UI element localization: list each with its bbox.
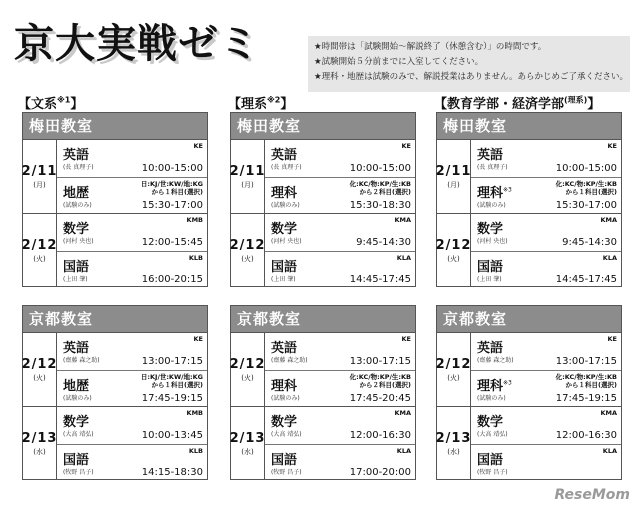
course-code: KLA [396, 254, 411, 262]
note-line: ★試験開始５分前までに入室してください。 [314, 57, 484, 67]
classroom-title: 梅田教室 [23, 113, 207, 139]
teacher-name: (試験のみ) [63, 395, 92, 402]
schedule-day [231, 332, 415, 406]
subject-row [265, 370, 415, 407]
subject-name: 数学 [271, 222, 298, 237]
subject-name: 国語 [477, 453, 504, 468]
teacher-name: (齋藤 森之助) [271, 357, 308, 364]
classroom-schedule-section [436, 112, 622, 287]
teacher-name: (齋藤 森之助) [63, 357, 100, 364]
subject-name: 理科 [477, 186, 504, 201]
subject-row [471, 214, 621, 251]
schedule-day [231, 139, 415, 213]
time-range: 16:00-20:15 [141, 274, 203, 285]
teacher-name: (牧野 昌子) [63, 469, 94, 476]
time-range: 12:00-15:45 [141, 237, 203, 248]
page-title [14, 8, 304, 72]
subject-name: 理科 [271, 186, 298, 201]
time-range: 10:00-15:00 [141, 163, 203, 174]
subject-name: 理科 [477, 379, 504, 394]
time-range: 12:00-16:30 [555, 430, 617, 441]
subject-cell [271, 411, 297, 430]
teacher-name: (河村 央也) [477, 238, 508, 245]
course-code: 化:KC/物:KP/生:KB から１科目(選択) [555, 373, 617, 389]
subject-name: 英語 [271, 148, 298, 163]
subject-cell [271, 218, 297, 237]
teacher-name: (大高 靖弘) [63, 431, 94, 438]
course-code: KMB [186, 409, 203, 417]
subject-row [265, 333, 415, 370]
subject-name: 数学 [63, 222, 90, 237]
subject-row [57, 370, 207, 407]
teacher-name: (上田 肇) [477, 276, 502, 283]
subject-cell [477, 182, 512, 201]
column-heading-label: 【理系 [228, 97, 268, 112]
column-heading-note: ※2 [267, 95, 281, 105]
weekday-label: (月) [447, 180, 460, 189]
column-heading-bracket: 】 [70, 97, 84, 112]
subject-row [57, 140, 207, 177]
subject-cell [63, 218, 89, 237]
subject-name: 英語 [63, 341, 90, 356]
weekday-label: (火) [33, 254, 46, 263]
subject-row [471, 407, 621, 444]
course-code: KLB [188, 447, 203, 455]
teacher-name: (河村 央也) [271, 238, 302, 245]
subject-cell [63, 182, 89, 201]
subject-name: 数学 [477, 415, 504, 430]
course-code: 化:KC/物:KP/生:KB から２科目(選択) [349, 373, 411, 389]
classroom-schedule-section [22, 112, 208, 287]
subject-cell [477, 375, 512, 394]
subject-cell [63, 411, 89, 430]
course-code: KE [401, 142, 411, 150]
subject-row [471, 251, 621, 288]
time-range: 17:45-20:45 [349, 393, 411, 404]
subject-row [471, 370, 621, 407]
subject-cell [477, 449, 503, 468]
date-label: 2/12 [229, 237, 266, 253]
time-range: 10:00-15:00 [555, 163, 617, 174]
subject-name: 地歴 [63, 379, 90, 394]
page-title-text: 京大実戦ゼミ [14, 20, 260, 67]
weekday-label: (水) [33, 447, 46, 456]
column-heading-note: (理系) [564, 95, 588, 105]
subject-cell [63, 337, 89, 356]
column-heading-label: 【文系 [18, 97, 58, 112]
date-label: 2/13 [435, 430, 472, 446]
time-range: 17:00-20:00 [349, 467, 411, 478]
schedule-day [23, 332, 207, 406]
date-cell [231, 214, 265, 287]
column-heading-note: ※1 [57, 95, 71, 105]
date-cell [231, 140, 265, 213]
subject-name: 国語 [477, 260, 504, 275]
resemom-watermark: ReseMom [554, 487, 630, 503]
weekday-label: (火) [241, 373, 254, 382]
course-code: KLA [602, 254, 617, 262]
date-cell [231, 407, 265, 480]
date-label: 2/11 [21, 163, 58, 179]
column-heading-label: 【教育学部・経済学部 [434, 97, 565, 112]
subject-name: 理科 [271, 379, 298, 394]
subject-cell [271, 144, 297, 163]
weekday-label: (火) [447, 373, 460, 382]
subject-row [57, 407, 207, 444]
date-cell [437, 333, 471, 406]
schedule-day [437, 213, 621, 287]
teacher-name: (齋藤 森之助) [477, 357, 514, 364]
column-heading-bracket: 】 [280, 97, 294, 112]
weekday-label: (火) [447, 254, 460, 263]
teacher-name: (牧野 昌子) [271, 469, 302, 476]
weekday-label: (月) [33, 180, 46, 189]
course-code: KE [193, 335, 203, 343]
note-line: ★時間帯は「試験開始～解説終了（休憩含む）」の時間です。 [314, 42, 547, 52]
subject-cell [63, 375, 89, 394]
classroom-schedule-section [230, 305, 416, 480]
teacher-name: (長 真理子) [477, 164, 508, 171]
column-heading-rikei [228, 93, 293, 112]
weekday-label: (火) [33, 373, 46, 382]
schedule-day [23, 139, 207, 213]
notes-box [308, 36, 630, 92]
time-range: 14:45-17:45 [349, 274, 411, 285]
subject-cell [271, 182, 297, 201]
subject-cell [271, 375, 297, 394]
teacher-name: (大高 靖弘) [477, 431, 508, 438]
subject-cell [63, 449, 89, 468]
subject-row [471, 177, 621, 214]
subject-cell [477, 256, 503, 275]
schedule-day [437, 139, 621, 213]
time-range: 14:15-18:30 [141, 467, 203, 478]
time-range: 9:45-14:30 [356, 237, 411, 248]
subject-name: 国語 [271, 453, 298, 468]
subject-row [57, 444, 207, 481]
subject-row [265, 444, 415, 481]
teacher-name: (試験のみ) [477, 395, 506, 402]
schedule-day [23, 213, 207, 287]
date-label: 2/12 [21, 237, 58, 253]
subject-row [265, 214, 415, 251]
subject-row [471, 444, 621, 481]
subject-row [471, 140, 621, 177]
course-code: KMA [600, 409, 617, 417]
date-cell [23, 214, 57, 287]
column-heading-bracket: 】 [587, 97, 601, 112]
weekday-label: (水) [241, 447, 254, 456]
course-code: 化:KC/物:KP/生:KB から１科目(選択) [555, 180, 617, 196]
schedule-day [437, 332, 621, 406]
time-range: 12:00-16:30 [349, 430, 411, 441]
subject-row [265, 140, 415, 177]
teacher-name: (試験のみ) [477, 202, 506, 209]
teacher-name: (長 真理子) [271, 164, 302, 171]
date-cell [437, 214, 471, 287]
date-label: 2/11 [229, 163, 266, 179]
subject-name: 国語 [63, 260, 90, 275]
date-label: 2/12 [21, 356, 58, 372]
teacher-name: (長 真理子) [63, 164, 94, 171]
subject-row [265, 407, 415, 444]
time-range: 17:45-19:15 [555, 393, 617, 404]
classroom-title: 京都教室 [231, 306, 415, 332]
date-label: 2/12 [435, 356, 472, 372]
course-code: KE [607, 142, 617, 150]
subject-name: 英語 [271, 341, 298, 356]
time-range: 17:45-19:15 [141, 393, 203, 404]
classroom-schedule-section [22, 305, 208, 480]
course-code: KLA [602, 447, 617, 455]
subject-row [57, 214, 207, 251]
course-code: KMB [186, 216, 203, 224]
subject-cell [477, 218, 503, 237]
date-label: 2/13 [229, 430, 266, 446]
weekday-label: (水) [447, 447, 460, 456]
course-code: KLB [188, 254, 203, 262]
subject-cell [477, 144, 503, 163]
time-range: 13:00-17:15 [349, 356, 411, 367]
time-range: 13:00-17:15 [555, 356, 617, 367]
course-code: KE [607, 335, 617, 343]
teacher-name: (大高 靖弘) [271, 431, 302, 438]
course-code: 日:KJ/世:KW/地:KG から１科目(選択) [140, 180, 203, 196]
weekday-label: (月) [241, 180, 254, 189]
course-code: KMA [394, 216, 411, 224]
subject-note: ※3 [503, 379, 512, 387]
subject-cell [63, 256, 89, 275]
classroom-schedule-section [230, 112, 416, 287]
time-range: 13:00-17:15 [141, 356, 203, 367]
course-code: KMA [600, 216, 617, 224]
course-code: 化:KC/物:KP/生:KB から２科目(選択) [349, 180, 411, 196]
date-cell [437, 407, 471, 480]
classroom-title: 京都教室 [23, 306, 207, 332]
subject-row [265, 251, 415, 288]
note-line: ★理科・地歴は試験のみで、解説授業はありません。あらかじめご了承ください。 [314, 72, 628, 82]
time-range: 14:45-17:45 [555, 274, 617, 285]
subject-name: 地歴 [63, 186, 90, 201]
subject-cell [271, 256, 297, 275]
subject-cell [271, 449, 297, 468]
classroom-schedule-section [436, 305, 622, 480]
subject-cell [63, 144, 89, 163]
teacher-name: (試験のみ) [63, 202, 92, 209]
date-cell [23, 140, 57, 213]
subject-row [57, 177, 207, 214]
subject-cell [477, 411, 503, 430]
subject-row [265, 177, 415, 214]
schedule-day [23, 406, 207, 480]
subject-row [57, 251, 207, 288]
schedule-day [437, 406, 621, 480]
weekday-label: (火) [241, 254, 254, 263]
teacher-name: (河村 央也) [63, 238, 94, 245]
subject-name: 数学 [271, 415, 298, 430]
subject-name: 数学 [63, 415, 90, 430]
date-cell [23, 407, 57, 480]
teacher-name: (牧野 昌子) [477, 469, 508, 476]
subject-cell [271, 337, 297, 356]
teacher-name: (上田 肇) [63, 276, 88, 283]
subject-name: 英語 [63, 148, 90, 163]
subject-row [471, 333, 621, 370]
teacher-name: (試験のみ) [271, 202, 300, 209]
date-label: 2/11 [435, 163, 472, 179]
schedule-day [231, 406, 415, 480]
subject-name: 英語 [477, 341, 504, 356]
course-code: KE [401, 335, 411, 343]
date-cell [231, 333, 265, 406]
date-label: 2/12 [229, 356, 266, 372]
column-heading-education-economics [434, 93, 600, 112]
time-range: 15:30-18:30 [349, 200, 411, 211]
subject-name: 国語 [63, 453, 90, 468]
subject-row [57, 333, 207, 370]
classroom-title: 梅田教室 [231, 113, 415, 139]
date-cell [23, 333, 57, 406]
date-label: 2/13 [21, 430, 58, 446]
time-range: 9:45-14:30 [562, 237, 617, 248]
time-range: 15:30-17:00 [555, 200, 617, 211]
classroom-title: 梅田教室 [437, 113, 621, 139]
subject-name: 英語 [477, 148, 504, 163]
subject-cell [477, 337, 503, 356]
column-heading-bunkei [18, 93, 83, 112]
course-code: 日:KJ/世:KW/地:KG から１科目(選択) [140, 373, 203, 389]
course-code: KMA [394, 409, 411, 417]
date-cell [437, 140, 471, 213]
teacher-name: (上田 肇) [271, 276, 296, 283]
subject-name: 数学 [477, 222, 504, 237]
teacher-name: (試験のみ) [271, 395, 300, 402]
date-label: 2/12 [435, 237, 472, 253]
course-code: KLA [396, 447, 411, 455]
classroom-title: 京都教室 [437, 306, 621, 332]
time-range: 10:00-13:45 [141, 430, 203, 441]
time-range: 15:30-17:00 [141, 200, 203, 211]
schedule-day [231, 213, 415, 287]
subject-name: 国語 [271, 260, 298, 275]
time-range: 10:00-15:00 [349, 163, 411, 174]
subject-note: ※3 [503, 186, 512, 194]
course-code: KE [193, 142, 203, 150]
